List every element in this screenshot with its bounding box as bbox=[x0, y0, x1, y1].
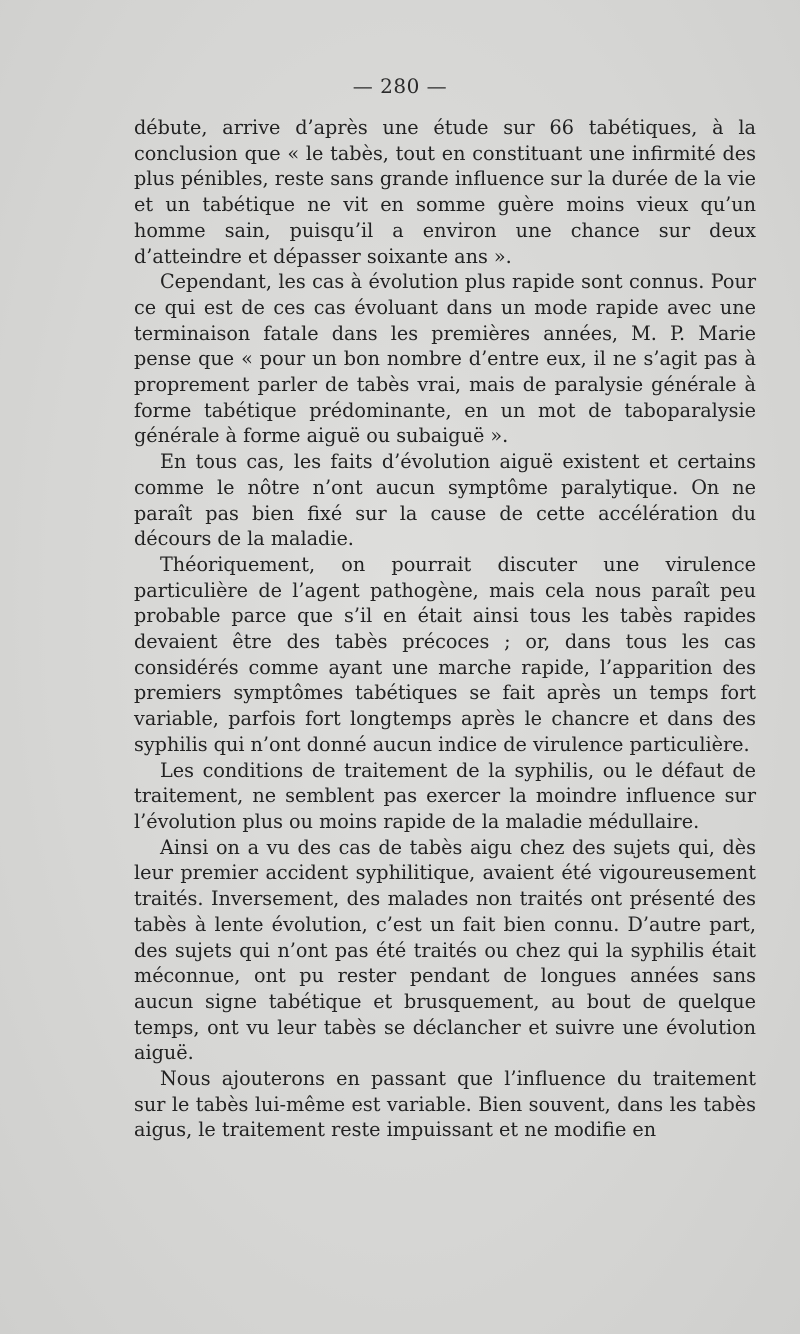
paragraph-treated-cases: Ainsi on a vu des cas de tabès aigu chez des sujets qui, dès leur premier accident syphilitique, avaient été vigoureusement traités. Inversement, des malades non traités ont présenté des tabès à lente évolution, c’est un fait bien connu. D’autre part, des sujets qui n’ont pas été traités ou chez qui la syphilis était méconnue, ont pu rester pendant de longues années sans aucun signe tabétique et brusquement, au bout de quelque temps, ont vu leur tabès se déclancher et suivre une évolution aiguë. bbox=[134, 835, 756, 1065]
paragraph-rapid-evolution-cases: Cependant, les cas à évolution plus rapide sont connus. Pour ce qui est de ces cas évoluant dans un mode rapide avec une terminaison fatale dans les premières années, M. P. Marie pense que « pour un bon nombre d’entre eux, il ne s’agit pas à proprement parler de tabès vrai, mais de paralysie générale à forme tabétique prédominante, en un mot de taboparalysie générale à forme aiguë ou subaiguë ». bbox=[134, 270, 756, 448]
paragraph-continuation: débute, arrive d’après une étude sur 66 tabétiques, à la conclusion que « le tabès, tout en constituant une infirmité des plus pénibles, reste sans grande influence sur la durée de la vie et un tabétique ne vit en somme guère moins vieux qu’un homme sain, puisqu’il a environ une chance sur deux d’atteindre et dépasser soixante ans ». bbox=[134, 116, 756, 268]
paragraph-treatment-influence: Nous ajouterons en passant que l’influence du traitement sur le tabès lui-même est variable. Bien souvent, dans les tabès aigus, le traitement reste impuissant et ne modifie en bbox=[134, 1067, 756, 1142]
paragraph-treatment-conditions: Les conditions de traitement de la syphilis, ou le défaut de traitement, ne semblent pas exercer la moindre influence sur l’évolution plus ou moins rapide de la maladie médullaire. bbox=[134, 758, 756, 833]
paragraph-acute-evolution-facts: En tous cas, les faits d’évolution aiguë existent et certains comme le nôtre n’ont aucun symptôme paralytique. On ne paraît pas bien fixé sur la cause de cette accélération du décours de la maladie. bbox=[134, 450, 756, 551]
page-number: — 280 — bbox=[352, 74, 448, 98]
body-text bbox=[134, 115, 756, 1143]
paragraph-virulence-theory: Théoriquement, on pourrait discuter une virulence particulière de l’agent pathogène, mais cela nous paraît peu probable parce que s’il en était ainsi tous les tabès rapides devaient être des tabès précoces ; or, dans tous les cas considérés comme ayant une marche rapide, l’apparition des premiers symptômes tabétiques se fait après un temps fort variable, parfois fort longtemps après le chancre et dans des syphilis qui n’ont donné aucun indice de virulence particulière. bbox=[134, 552, 756, 756]
